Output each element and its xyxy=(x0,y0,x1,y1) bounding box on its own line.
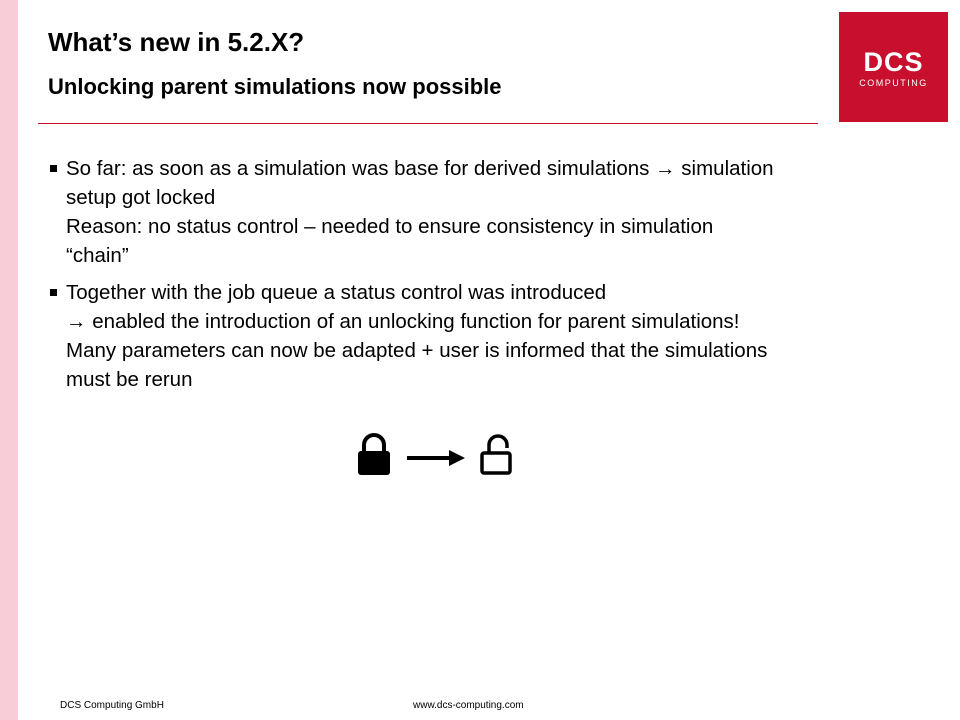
logo-main-text: DCS xyxy=(863,47,924,77)
title-divider xyxy=(38,123,818,124)
bullet-line: Reason: no status control – needed to ensure consistency in simulation xyxy=(66,215,714,238)
bullet-line: → enabled the introduction of an unlocking function for parent simulations! xyxy=(66,310,740,333)
bullet-item xyxy=(48,278,908,394)
square-bullet-icon xyxy=(50,289,57,296)
arrow-right-icon xyxy=(407,450,465,466)
lock-closed-icon xyxy=(358,435,390,475)
bullet-item xyxy=(48,154,908,270)
bullet-line: Many parameters can now be adapted + user is informed that the simulations xyxy=(66,339,768,362)
lock-open-icon xyxy=(482,436,510,473)
bullet-line: So far: as soon as a simulation was base for derived simulations → simulation xyxy=(66,157,774,180)
dcs-logo xyxy=(839,12,948,122)
slide-subtitle: Unlocking parent simulations now possible xyxy=(48,74,502,99)
footer-website[interactable]: www.dcs-computing.com xyxy=(413,700,524,711)
bullet-line: setup got locked xyxy=(66,186,216,209)
lock-unlock-graphic xyxy=(355,432,515,477)
bullet-list xyxy=(48,154,908,402)
left-accent-bar xyxy=(0,0,18,720)
slide-title: What’s new in 5.2.X? xyxy=(48,27,305,57)
bullet-line: “chain” xyxy=(66,244,129,267)
bullet-line: must be rerun xyxy=(66,368,193,391)
square-bullet-icon xyxy=(50,165,57,172)
bullet-line: Together with the job queue a status control was introduced xyxy=(66,281,607,304)
logo-sub-text: COMPUTING xyxy=(859,78,928,88)
footer-company: DCS Computing GmbH xyxy=(60,700,164,711)
